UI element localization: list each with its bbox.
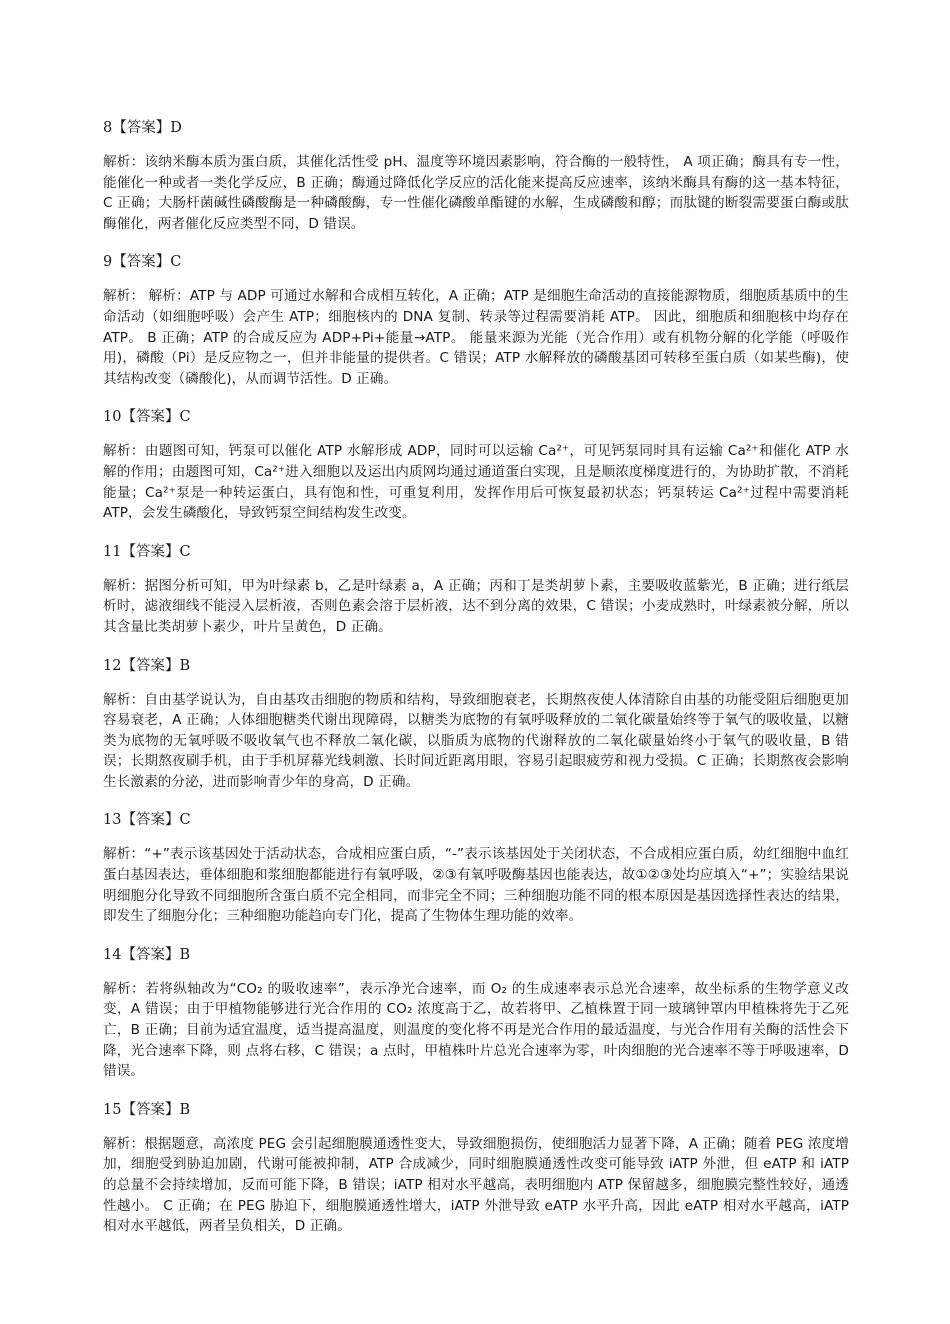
explanation-text: 解析：根据题意，高浓度 PEG 会引起细胞膜通透性变大，导致细胞损伤，使细胞活力显著下降，A 正确；随着 PEG 浓度增加，细胞受到胁迫加剧，代谢可能被抑制，ATP 合成减少，同时细胞膜通透性改变可能导致 iATP 外泄，但 eATP 和 iATP 的总量不会持续增加，反而可能下降，B 错误；iATP 相对水平越高，表明细胞内 ATP 保留越多，细胞膜完整性较好，通透性越小。 C 正确；在 PEG 胁迫下，细胞膜通透性增大，iATP 外泄导致 eATP 水平升高，因此 eATP 相对水平越高，iATP 相对水平越低，两者呈负相关，D 正确。 — [103, 1135, 849, 1235]
answer-heading: 9【答案】C — [103, 254, 182, 271]
answer-heading: 14【答案】B — [103, 946, 191, 963]
answer-item-11 — [103, 541, 849, 638]
answer-item-14 — [103, 944, 849, 1082]
answer-item-9 — [103, 251, 849, 389]
answer-heading: 13【答案】C — [103, 812, 191, 829]
answer-heading: 15【答案】B — [103, 1101, 191, 1118]
answer-heading: 12【答案】B — [103, 657, 191, 674]
explanation-text: 解析：据图分析可知，甲为叶绿素 b，乙是叶绿素 a，A 正确；丙和丁是类胡萝卜素，主要吸收蓝紫光，B 正确；进行纸层析时，滤液细线不能浸入层析液，否则色素会溶于层析液，达不到分离的效果，C 错误；小麦成熟时，叶绿素被分解，所以其含量比类胡萝卜素少，叶片呈黄色，D 正确。 — [103, 577, 849, 635]
answer-item-10 — [103, 406, 849, 523]
answer-item-13 — [103, 809, 849, 926]
explanation-text: 解析：自由基学说认为，自由基攻击细胞的物质和结构，导致细胞衰老，长期熬夜使人体清除自由基的功能受阻后细胞更加容易衰老，A 正确；人体细胞糖类代谢出现障碍，以糖类为底物的有氧呼吸释放的二氧化碳量始终等于氧气的吸收量，以糖类为底物的无氧呼吸不吸收氧气也不释放二氧化碳，以脂质为底物的代谢释放的二氧化碳量始终小于氧气的吸收量，B 错误；长期熬夜刷手机，由于手机屏幕光线刺激、长时间近距离用眼，容易引起眼疲劳和视力受损。C 正确；长期熬夜会影响生长激素的分泌，进而影响青少年的身高，D 正确。 — [103, 691, 849, 790]
answer-item-15 — [103, 1099, 849, 1237]
answer-document — [103, 117, 849, 1254]
answer-item-12 — [103, 655, 849, 793]
answer-heading: 8【答案】D — [103, 120, 182, 136]
explanation-text: 解析：该纳米酶本质为蛋白质，其催化活性受 pH、温度等环境因素影响，符合酶的一般特性， A 项正确；酶具有专一性，能催化一种或者一类化学反应，B 正确；酶通过降低化学反应的活化能来提高反应速率，该纳米酶具有酶的这一基本特征，C 正确；大肠杆菌碱性磷酸酶是一种磷酸酶，专一性催化磷酸单酯键的水解，生成磷酸和醇；而肽键的断裂需要蛋白酶或肽酶催化，两者催化反应类型不同，D 错误。 — [103, 154, 849, 232]
explanation-text: 解析： 解析：ATP 与 ADP 可通过水解和合成相互转化，A 正确；ATP 是细胞生命活动的直接能源物质，细胞质基质中的生命活动（如细胞呼吸）会产生 ATP；细胞核内的 DNA 复制、转录等过程需要消耗 ATP。 因此，细胞质和细胞核中均存在 ATP。 B 正确；ATP 的合成反应为 ADP+Pi+能量→ATP。 能量来源为光能（光合作用）或有机物分解的化学能（呼吸作用)，磷酸（Pi）是反应物之一，但并非能量的提供者。C 错误；ATP 水解释放的磷酸基团可转移至蛋白质（如某些酶)，使其结构改变（磷酸化)，从而调节活性。D 正确。 — [103, 288, 849, 387]
answer-heading: 11【答案】C — [103, 543, 191, 560]
explanation-text: 解析：“+”表示该基因处于活动状态，合成相应蛋白质，“-”表示该基因处于关闭状态，不合成相应蛋白质，幼红细胞中血红蛋白基因表达，垂体细胞和浆细胞都能进行有氧呼吸，②③有氧呼吸酶基因也能表达，故①②③处均应填入“+”；实验结果说明细胞分化导致不同细胞所含蛋白质不完全相同，而非完全不同；三种细胞功能不同的根本原因是基因选择性表达的结果，即发生了细胞分化；三种细胞功能趋向专门化，提高了生物体生理功能的效率。 — [103, 846, 849, 925]
answer-item-8 — [103, 117, 849, 234]
answer-heading: 10【答案】C — [103, 409, 191, 426]
explanation-text: 解析：由题图可知，钙泵可以催化 ATP 水解形成 ADP，同时可以运输 Ca²⁺，可见钙泵同时具有运输 Ca²⁺和催化 ATP 水解的作用；由题图可知，Ca²⁺进入细胞以及运出内质网均通过通道蛋白实现，且是顺浓度梯度进行的，为协助扩散，不消耗能量；Ca²⁺泵是一种转运蛋白，具有饱和性，可重复利用，发挥作用后可恢复最初状态；钙泵转运 Ca²⁺过程中需要消耗 ATP，会发生磷酸化，导致钙泵空间结构发生改变。 — [103, 443, 849, 522]
explanation-text: 解析：若将纵轴改为“CO₂ 的吸收速率”，表示净光合速率，而 O₂ 的生成速率表示总光合速率，故坐标系的生物学意义改变，A 错误；由于甲植物能够进行光合作用的 CO₂ 浓度高于乙，故若将甲、乙植株置于同一玻璃钟罩内甲植株将先于乙死亡，B 正确；目前为适宜温度，适当提高温度，则温度的变化将不再是光合作用的最适温度，与光合作用有关酶的活性会下降，光合速率下降，则 点将右移，C 错误；a 点时，甲植株叶片总光合速率为零，叶肉细胞的光合速率不等于呼吸速率，D 错误。 — [103, 980, 849, 1080]
